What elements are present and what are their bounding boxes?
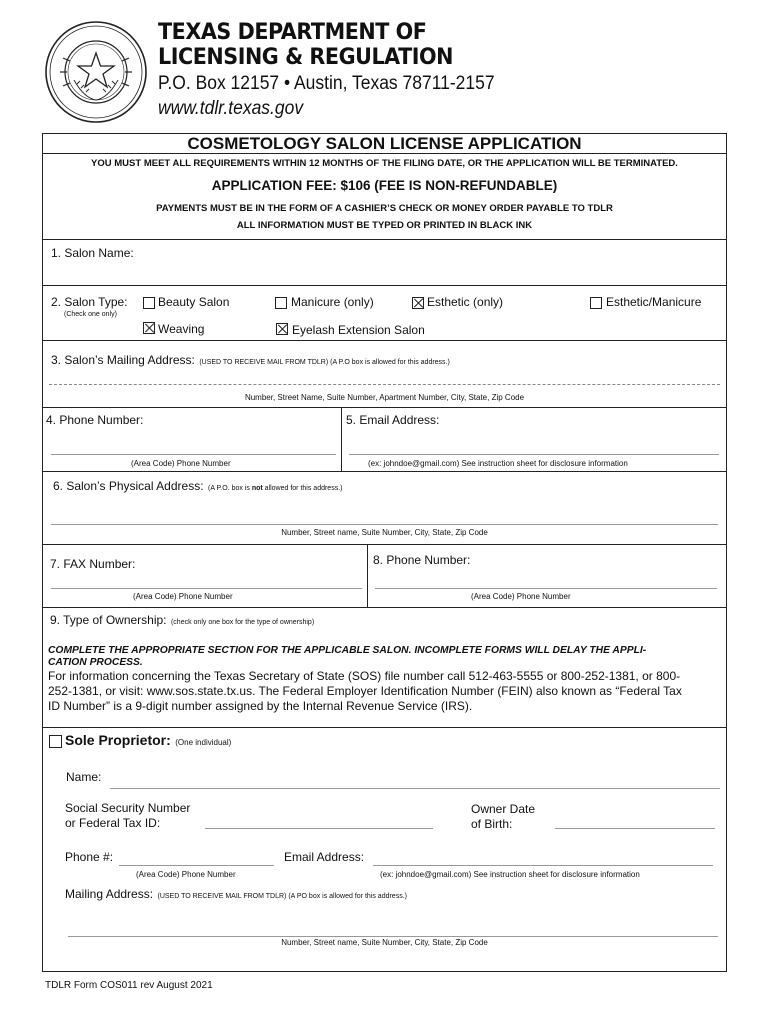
notice-section	[43, 154, 726, 240]
sp-name-field[interactable]	[110, 788, 720, 789]
phone-number-2-field[interactable]	[375, 588, 717, 589]
sole-proprietor-checkbox[interactable]	[49, 735, 62, 748]
agency-website: www.tdlr.texas.gov	[158, 98, 304, 119]
phone-number-caption: (Area Code) Phone Number	[131, 459, 231, 468]
fax-number-field[interactable]	[51, 588, 362, 589]
physical-address-section[interactable]	[43, 472, 726, 545]
fax-number-caption: (Area Code) Phone Number	[133, 592, 233, 601]
phone-number-label: 4. Phone Number:	[46, 413, 144, 427]
agency-name-line-1: TEXAS DEPARTMENT OF	[158, 19, 427, 45]
mailing-address-caption: Number, Street Name, Suite Number, Apartment Number, City, State, Zip Code	[244, 393, 525, 402]
sos-info-line-2: 252-1381, or visit: www.sos.state.tx.us. The Federal Employer Identification Number (FEIN) also known as “Federal Tax	[48, 684, 682, 698]
form-title: COSMETOLOGY SALON LICENSE APPLICATION	[43, 134, 726, 154]
mailing-address-label: 3. Salon’s Mailing Address:	[51, 353, 195, 367]
form-footer: TDLR Form COS011 rev August 2021	[45, 980, 213, 991]
eyelash-extension-label: Eyelash Extension Salon	[292, 323, 425, 337]
sp-phone-field[interactable]	[119, 865, 274, 866]
email-address-field[interactable]	[349, 454, 719, 455]
sole-proprietor-label: Sole Proprietor	[65, 732, 167, 748]
fax-number-label: 7. FAX Number:	[50, 557, 136, 571]
sp-mailing-hint: (USED TO RECEIVE MAIL FROM TDLR) (A PO box is allowed for this address.)	[157, 893, 407, 900]
weaving-label: Weaving	[158, 322, 205, 336]
sp-dob-label-1: Owner Date	[471, 802, 536, 816]
physical-address-hint: (A P.O. box is not allowed for this address.)	[207, 485, 343, 492]
salon-type-label: 2. Salon Type:	[51, 295, 128, 309]
phone-number-2-caption: (Area Code) Phone Number	[471, 592, 571, 601]
sp-ssn-label-2: or Federal Tax ID:	[65, 816, 161, 830]
manicure-only-label: Manicure (only)	[291, 295, 374, 309]
email-address-label: 5. Email Address:	[346, 413, 440, 427]
salon-type-hint: (Check one only)	[64, 311, 117, 318]
agency-name-line-2: LICENSING & REGULATION	[158, 44, 454, 70]
sp-ssn-label-1: Social Security Number	[65, 801, 191, 815]
salon-name-label: 1. Salon Name:	[51, 246, 134, 260]
physical-address-line	[51, 524, 718, 525]
weaving-checkbox[interactable]	[143, 322, 155, 334]
esthetic-manicure-checkbox[interactable]	[590, 297, 602, 309]
sp-mailing-caption: Number, Street name, Suite Number, City, State, Zip Code	[281, 938, 488, 947]
ownership-section	[43, 608, 726, 728]
fax-phone-section	[43, 545, 726, 608]
agency-header	[40, 14, 740, 132]
sp-mailing-label: Mailing Address:	[65, 887, 154, 901]
sos-info-line-1: For information concerning the Texas Secretary of State (SOS) file number call 512-463-5555 or 800-252-1381, or 800-	[48, 669, 681, 683]
email-address-caption: (ex: johndoe@gmail.com) See instruction sheet for disclosure information	[368, 459, 628, 468]
mailing-address-line	[49, 384, 720, 385]
application-form: COSMETOLOGY SALON LICENSE APPLICATION YOU MUST MEET ALL REQUIREMENTS WITHIN 12 MONTHS OF THE FILING DATE, OR THE APPLICATION WILL BE TERMINATED. APPLICATION FEE: $106 (FEE IS NON-REFUNDABLE) PAYMENTS MUST BE IN THE FORM OF A CASHIER’S CHECK OR MONEY ORDER PAYABLE TO TDLR ALL INFORMATION MUST BE TYPED OR PRINTED IN BLACK INK 1. Salon Name: 2. Salon Type: (Check one only) Beauty Salon Manicure (only) Esthetic (only) Esthetic/Manicure Weaving Eyelash Extension Salon 3. Salon’s Mailing Address: (USED TO RECEIVE MAIL FROM TDLR) (A P.O box is allowed for this address.) Number, Street Name, Suite Number, Apartment Number, City, State, Zip Code 4. Phone Number: (Area Code) Phone Number 5. Email Address: (ex: johndoe@gmail.com) See instruction sheet for disclosure information 6. Salon’s Physical Address: (A P.O. box is not allowed for this address.) Number, Street name, Suite Number, City, State, Zip Code 7. FAX Number: (Area Code) Phone Number 8. Phone Number: (Area Code) Phone Number 9. Type of Ownership: (check only one box for the type of ownership) COMPLETE THE APPROPRIATE SECTION FOR THE APPLICABLE SALON. INCOMPLETE FORMS WILL DELAY THE APPLI- CATION PROCESS. For information concerning the Texas Secretary of State (SOS) file number call 512-463-5555 or 800-252-1381, or 800- 252-1381, or visit: www.sos.state.tx.us. The Federal Employer Identification Number (FEIN) also known as “Federal Tax ID Number” is a 9-digit number assigned by the Internal Revenue Service (IRS). Sole Proprietor: (One individual) Name: Social Security Number or Federal Tax ID: Owner Date of Birth: Phone #: (Area Code) Phone Number Email Address: (ex: johndoe@gmail.com) See instruction sheet for disclosure information Mailing Address: (USED TO RECEIVE MAIL FROM TDLR) (A PO box is allowed for this address.) Number, Street name, Suite Number, City, State, Zip Code	[42, 133, 727, 972]
physical-address-label: 6. Salon’s Physical Address:	[53, 479, 204, 493]
eyelash-extension-checkbox[interactable]	[276, 323, 288, 335]
complete-section-notice-2: CATION PROCESS.	[48, 657, 143, 668]
beauty-salon-checkbox[interactable]	[143, 297, 155, 309]
ownership-hint: (check only one box for the type of ownership)	[170, 619, 315, 626]
agency-address: P.O. Box 12157 • Austin, Texas 78711-2157	[158, 73, 495, 94]
esthetic-only-label: Esthetic (only)	[427, 295, 504, 309]
sp-dob-field[interactable]	[555, 828, 715, 829]
texas-seal-icon	[44, 20, 148, 124]
sp-mailing-field[interactable]	[68, 936, 718, 937]
sole-proprietor-hint: (One individual)	[175, 738, 232, 747]
sp-name-label: Name:	[66, 770, 102, 784]
physical-address-caption: Number, Street name, Suite Number, City, State, Zip Code	[281, 528, 488, 537]
ownership-label: 9. Type of Ownership:	[50, 613, 167, 627]
esthetic-only-checkbox[interactable]	[412, 297, 424, 309]
esthetic-manicure-label: Esthetic/Manicure	[606, 295, 702, 309]
sp-phone-label: Phone #:	[65, 850, 114, 864]
payment-notice: PAYMENTS MUST BE IN THE FORM OF A CASHIER’S CHECK OR MONEY ORDER PAYABLE TO TDLR	[156, 203, 613, 214]
sp-ssn-field[interactable]	[205, 828, 433, 829]
mailing-address-section[interactable]	[43, 341, 726, 408]
application-fee: APPLICATION FEE: $106 (FEE IS NON-REFUNDABLE)	[211, 178, 558, 193]
phone-number-field[interactable]	[51, 454, 336, 455]
sos-info-line-3: ID Number” is a 9-digit number assigned by the Internal Revenue Service (IRS).	[48, 699, 473, 713]
complete-section-notice-1: COMPLETE THE APPROPRIATE SECTION FOR THE APPLICABLE SALON. INCOMPLETE FORMS WILL DELAY THE APPLI-	[48, 645, 647, 656]
black-ink-notice: ALL INFORMATION MUST BE TYPED OR PRINTED IN BLACK INK	[236, 220, 533, 231]
salon-type-section	[43, 286, 726, 341]
manicure-only-checkbox[interactable]	[275, 297, 287, 309]
sp-dob-label-2: of Birth:	[471, 817, 513, 831]
salon-name-section[interactable]	[43, 240, 726, 286]
sp-email-label: Email Address:	[284, 850, 365, 864]
sp-email-caption: (ex: johndoe@gmail.com) See instruction sheet for disclosure information	[380, 870, 640, 879]
sp-phone-caption: (Area Code) Phone Number	[136, 870, 236, 879]
sp-email-field[interactable]	[373, 865, 713, 866]
requirements-notice: YOU MUST MEET ALL REQUIREMENTS WITHIN 12 MONTHS OF THE FILING DATE, OR THE APPLICATION WILL BE TERMINATED.	[91, 158, 678, 169]
beauty-salon-label: Beauty Salon	[158, 295, 230, 309]
mailing-address-hint: (USED TO RECEIVE MAIL FROM TDLR) (A P.O box is allowed for this address.)	[199, 359, 450, 366]
phone-number-2-label: 8. Phone Number:	[373, 553, 471, 567]
phone-email-section	[43, 408, 726, 472]
